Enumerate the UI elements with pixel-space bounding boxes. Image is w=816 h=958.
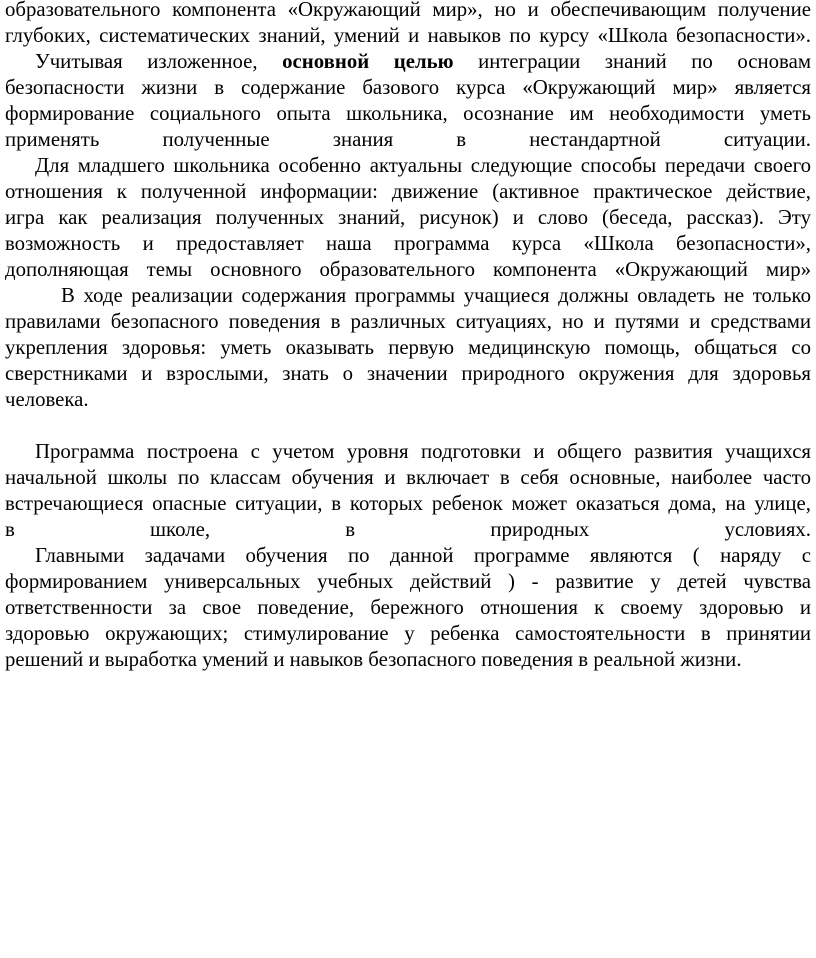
- text-fragment: Учитывая изложенное,: [35, 50, 283, 73]
- text-line: здоровью окружающих; стимулирование у ребенка самостоятельности в принятии: [5, 622, 811, 645]
- text-line: глубоких, систематических знаний, умений и навыков по курсу «Школа безопасности».: [5, 24, 811, 47]
- text-fragment: интеграции знаний по основам: [453, 50, 811, 73]
- text-line: образовательного компонента «Окружающий мир», но и обеспечивающим получение: [5, 0, 811, 21]
- text-line: решений и выработка умений и навыков безопасного поведения в реальной жизни.: [5, 648, 742, 671]
- text-line: ответственности за свое поведение, бережного отношения к своему здоровью и: [5, 596, 811, 619]
- text-line: В ходе реализации содержания программы учащиеся должны овладеть не только: [61, 284, 811, 307]
- text-line: правилами безопасного поведения в различных ситуациях, но и путями и средствами: [5, 310, 811, 333]
- text-line-with-emphasis: [5, 49, 811, 75]
- text-line: сверстниками и взрослыми, знать о значении природного окружения для здоровья: [5, 362, 811, 385]
- text-line: человека.: [5, 388, 89, 411]
- text-line: применять полученные знания в нестандартной ситуации.: [5, 128, 811, 151]
- text-line: начальной школы по классам обучения и включает в себя основные, наиболее часто: [5, 466, 811, 489]
- text-line: Главными задачами обучения по данной программе являются ( наряду с: [35, 544, 811, 567]
- text-line: укрепления здоровья: уметь оказывать первую медицинскую помощь, общаться со: [5, 336, 811, 359]
- paragraph-gap: [5, 413, 811, 439]
- text-line: в школе, в природных условиях.: [5, 518, 811, 541]
- text-line: возможность и предоставляет наша программа курса «Школа безопасности»,: [5, 232, 811, 255]
- text-line: отношения к полученной информации: движение (активное практическое действие,: [5, 180, 811, 203]
- text-line: дополняющая темы основного образовательного компонента «Окружающий мир»: [5, 258, 811, 281]
- text-line: безопасности жизни в содержание базового курса «Окружающий мир» является: [5, 76, 811, 99]
- text-line: Для младшего школьника особенно актуальны следующие способы передачи своего: [35, 154, 811, 177]
- text-line: Программа построена с учетом уровня подготовки и общего развития учащихся: [35, 440, 811, 463]
- document-page: [5, 0, 811, 673]
- text-line: встречающиеся опасные ситуации, в которых ребенок может оказаться дома, на улице,: [5, 492, 811, 515]
- emphasis-main-goal: основной целью: [282, 50, 454, 73]
- text-line: формированием универсальных учебных действий ) - развитие у детей чувства: [5, 570, 811, 593]
- text-line: формирование социального опыта школьника, осознание им необходимости уметь: [5, 102, 811, 125]
- text-line: игра как реализация полученных знаний, рисунок) и слово (беседа, рассказ). Эту: [5, 206, 811, 229]
